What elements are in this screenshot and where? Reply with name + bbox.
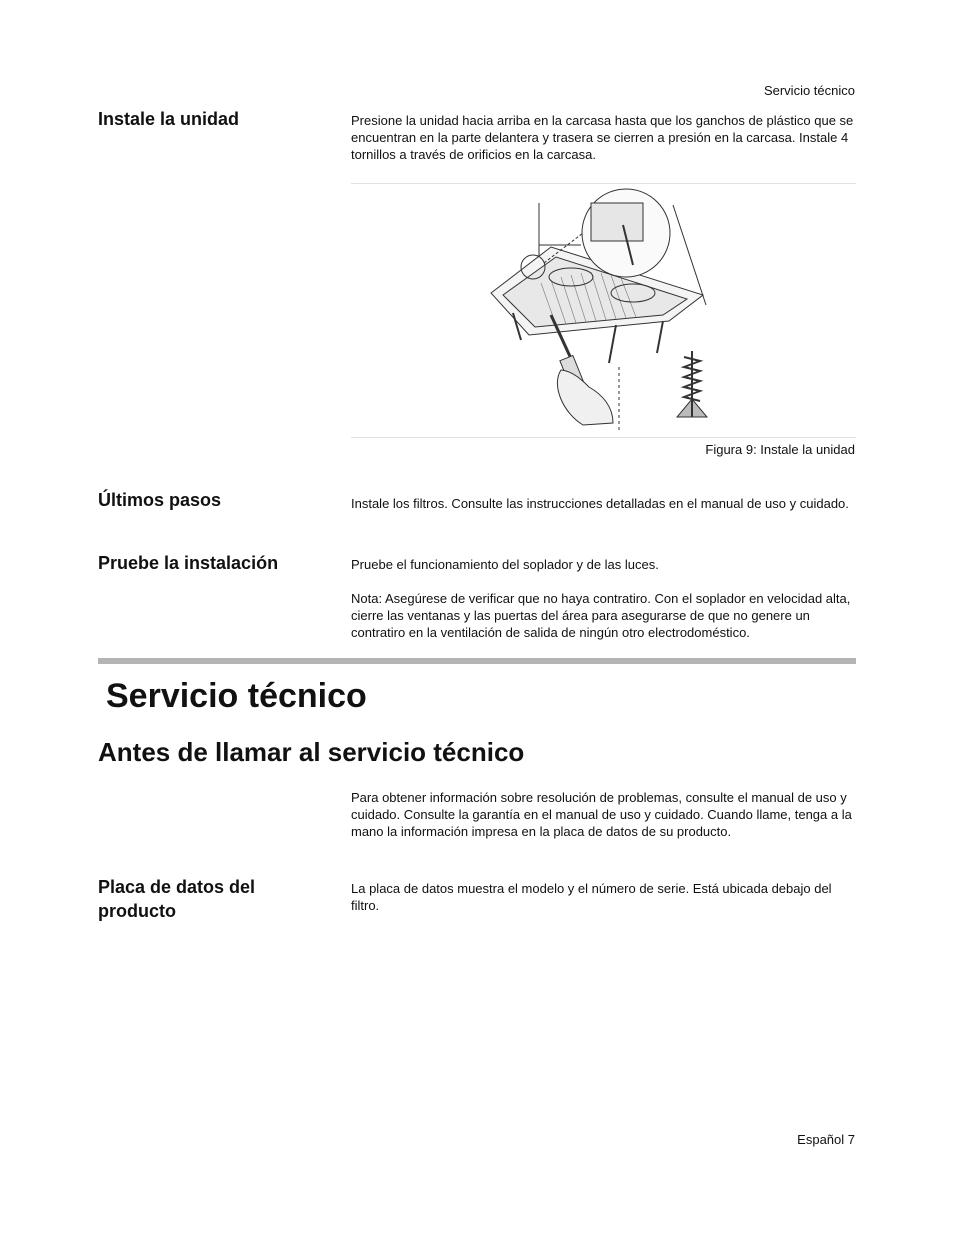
test-heading: Pruebe la instalación	[98, 553, 279, 573]
section-title: Servicio técnico	[106, 677, 367, 715]
running-header: Servicio técnico	[763, 83, 855, 98]
test-text: Pruebe el funcionamiento del soplador y de las luces.	[351, 557, 659, 572]
screw-2	[609, 325, 616, 363]
nameplate-text: La placa de datos muestra el modelo y el número de serie. Está ubicada debajo del filtro.	[351, 881, 832, 913]
subsection-title: Antes de llamar al servicio técnico	[98, 737, 525, 767]
test-note: Nota: Asegúrese de verificar que no haya contratiro. Con el soplador en velocidad alta, cierre las ventanas y las puertas del área para asegurarse de que no genere un contratiro en la ventilación de salida de ningún otro electrodoméstico.	[351, 591, 851, 640]
install-figure	[351, 185, 856, 436]
hand	[557, 370, 613, 425]
figure-bottom-rule	[351, 437, 856, 438]
page-footer: Español 7	[797, 1132, 855, 1147]
install-illustration	[351, 185, 856, 436]
service-intro: Para obtener información sobre resolución de problemas, consulte el manual de uso y cuidado. Consulte la garantía en el manual de uso y cuidado. Cuando llame, tenga a la mano la información impresa en la placa de datos de su producto.	[351, 790, 852, 839]
nameplate-heading: Placa de datos del producto	[98, 877, 256, 921]
install-text: Presione la unidad hacia arriba en la carcasa hasta que los ganchos de plástico que se encuentran en la parte delantera y trasera se cierren a presión en la carcasa. Instale 4 tornillos a través de orificios en la carcasa.	[351, 113, 854, 162]
screw-detail	[677, 351, 707, 417]
install-heading: Instale la unidad	[98, 109, 240, 129]
figure-top-rule	[351, 183, 856, 184]
final-steps-heading: Últimos pasos	[98, 490, 222, 510]
figure-caption: Figura 9: Instale la unidad	[705, 442, 855, 457]
section-divider	[98, 658, 856, 664]
final-steps-text: Instale los filtros. Consulte las instrucciones detalladas en el manual de uso y cuidado.	[351, 496, 849, 511]
screw-3	[657, 321, 663, 353]
